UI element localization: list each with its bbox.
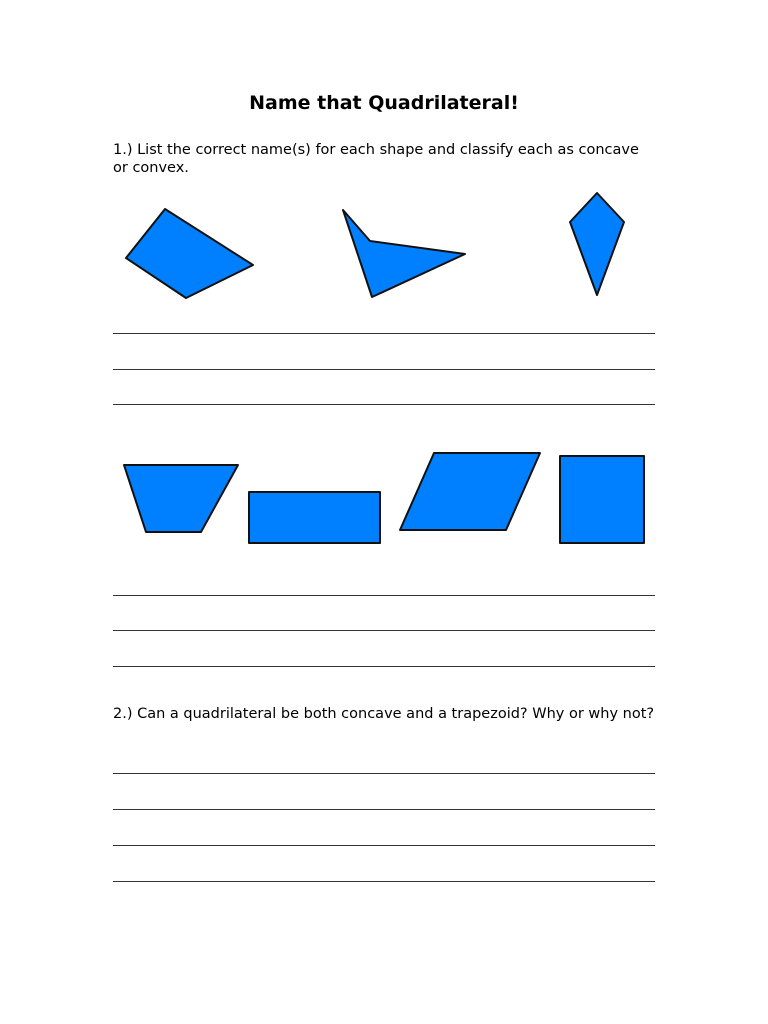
worksheet-title: Name that Quadrilateral! (249, 92, 519, 114)
answer-line[interactable] (113, 666, 655, 667)
answer-line[interactable] (113, 369, 655, 370)
question-2: 2.) Can a quadrilateral be both concave and a trapezoid? Why or why not? (113, 706, 655, 722)
shape-trapezoid (124, 465, 238, 532)
shape-rectangle (249, 492, 380, 543)
answer-line[interactable] (113, 404, 655, 405)
shape-parallelogram (400, 453, 540, 530)
question-1: 1.) List the correct name(s) for each shape and classify each as concave or convex. (113, 142, 639, 176)
answer-line[interactable] (113, 809, 655, 810)
answer-line[interactable] (113, 773, 655, 774)
shape-concave-quadrilateral (343, 210, 465, 297)
answer-line[interactable] (113, 881, 655, 882)
answer-line[interactable] (113, 845, 655, 846)
answer-line[interactable] (113, 333, 655, 334)
answer-line[interactable] (113, 595, 655, 596)
shape-irregular-quadrilateral (126, 209, 253, 298)
shape-square (560, 456, 644, 543)
shape-kite (570, 193, 624, 295)
answer-line[interactable] (113, 630, 655, 631)
